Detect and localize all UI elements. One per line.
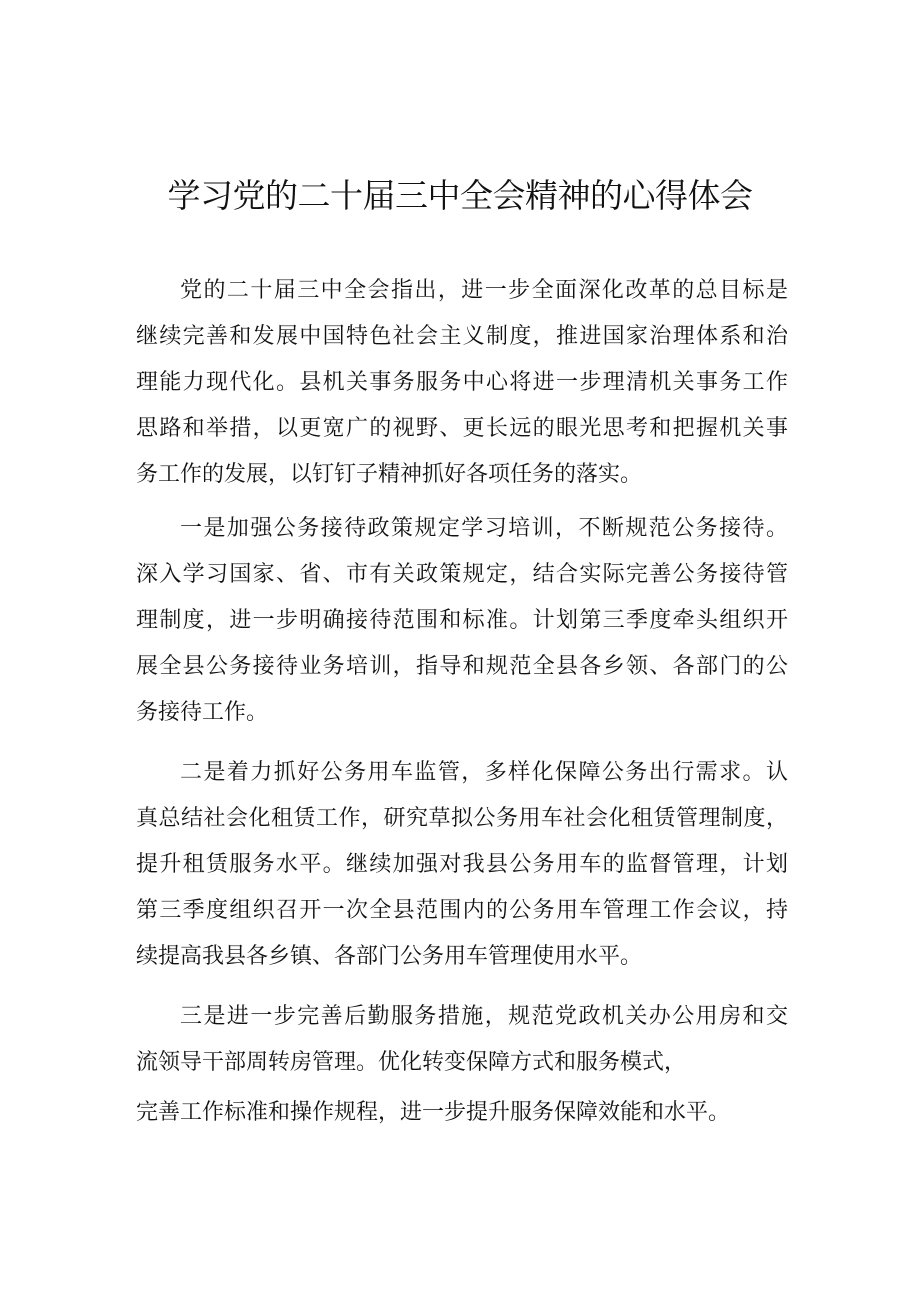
paragraph-line: 务工作的发展，以钉钉子精神抓好各项任务的落实。 xyxy=(136,462,643,487)
paragraph-line: 提升租赁服务水平。继续加强对我县公务用车的监督管理，计划 xyxy=(136,852,788,877)
paragraph-line: 续提高我县各乡镇、各部门公务用车管理使用水平。 xyxy=(136,944,643,969)
paragraph-line: 真总结社会化租赁工作，研究草拟公务用车社会化租赁管理制度， xyxy=(136,806,788,831)
paragraph-line: 理制度，进一步明确接待范围和标准。计划第三季度牵头组织开 xyxy=(136,608,788,633)
paragraph-line: 思路和举措，以更宽广的视野、更长远的眼光思考和把握机关事 xyxy=(136,416,788,441)
paragraph-line: 继续完善和发展中国特色社会主义制度，推进国家治理体系和治 xyxy=(136,324,788,349)
paragraph-line: 深入学习国家、省、市有关政策规定，结合实际完善公务接待管 xyxy=(136,562,788,587)
paragraph-line: 务接待工作。 xyxy=(136,700,269,725)
paragraph-line: 二是着力抓好公务用车监管，多样化保障公务出行需求。认 xyxy=(180,760,788,785)
paragraph-line: 第三季度组织召开一次全县范围内的公务用车管理工作会议，持 xyxy=(136,898,788,923)
paragraph-line: 完善工作标准和操作规程，进一步提升服务保障效能和水平。 xyxy=(136,1100,731,1125)
paragraph-line: 流领导干部周转房管理。优化转变保障方式和服务模式， xyxy=(136,1050,687,1075)
paragraph-line: 理能力现代化。县机关事务服务中心将进一步理清机关事务工作 xyxy=(136,370,788,395)
paragraph-line: 一是加强公务接待政策规定学习培训，不断规范公务接待。 xyxy=(180,516,788,541)
paragraph-line: 三是进一步完善后勤服务措施，规范党政机关办公用房和交 xyxy=(180,1004,788,1029)
document-title: 学习党的二十届三中全会精神的心得体会 xyxy=(167,176,753,215)
paragraph-line: 展全县公务接待业务培训，指导和规范全县各乡领、各部门的公 xyxy=(136,654,788,679)
paragraph-line: 党的二十届三中全会指出，进一步全面深化改革的总目标是 xyxy=(180,278,788,303)
